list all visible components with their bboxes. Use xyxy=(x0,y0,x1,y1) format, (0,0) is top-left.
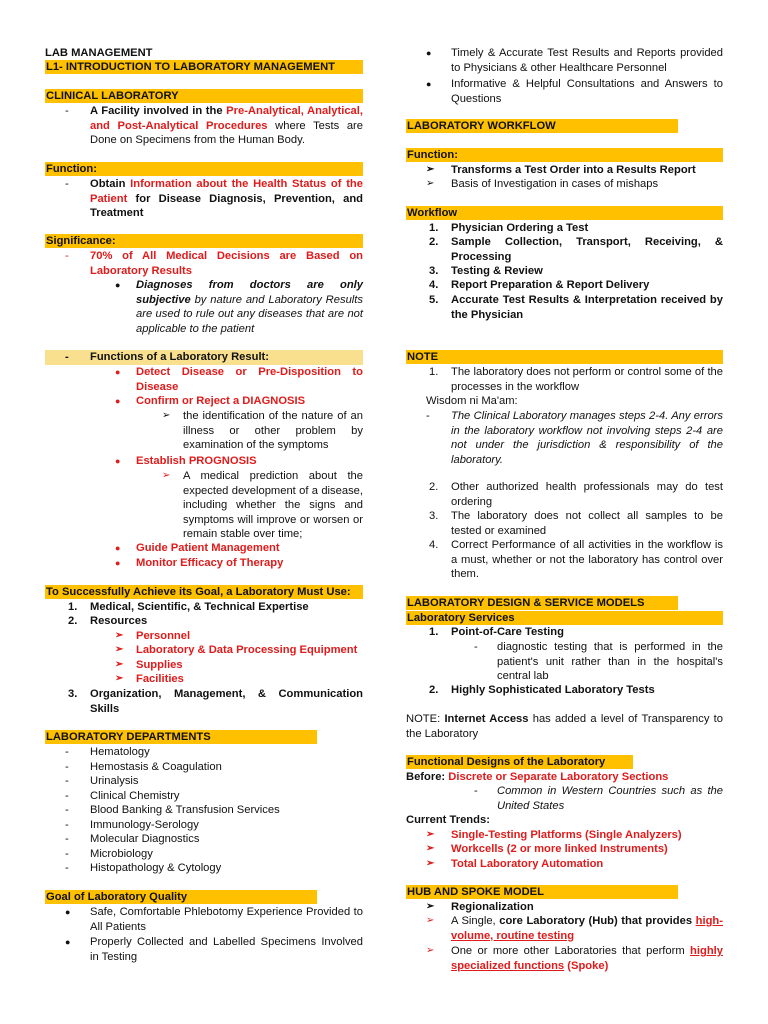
wf-5: 5. Accurate Test Results & Interpretation received by the Physician xyxy=(429,294,723,321)
significance-heading: Significance: xyxy=(45,234,363,248)
wf-fn-1: ➢ Transforms a Test Order into a Results Report xyxy=(426,164,696,176)
achieve-3: 3. Organization, Management, & Communication Skills xyxy=(68,688,363,715)
list-item: - Clinical Chemistry xyxy=(65,789,180,802)
wf-function-heading: Function: xyxy=(406,148,723,162)
list-item: - Hemostasis & Coagulation xyxy=(65,760,222,773)
res-equipment: ➢ Laboratory & Data Processing Equipment xyxy=(115,644,358,656)
res-supplies: ➢ Supplies xyxy=(115,659,183,671)
fr-prognosis-sub: ➢ A medical prediction about the expected development of a disease, including whether the signs and symptoms will improve or worsen or remain stable over time; xyxy=(162,470,363,540)
list-item: - Microbiology xyxy=(65,847,153,860)
list-item: - Urinalysis xyxy=(65,775,139,787)
function-heading: Function: xyxy=(45,162,363,176)
design-heading: LABORATORY DESIGN & SERVICE MODELS xyxy=(406,596,678,610)
fr-guide: ● Guide Patient Management xyxy=(115,542,280,554)
l1-heading: L1- INTRODUCTION TO LABORATORY MANAGEMENT xyxy=(45,60,363,74)
clinical-lab-def: - A Facility involved in the Pre-Analytical, Analytical, and Post-Analytical Procedures where Tests are Done on Specimens from the Human Body. xyxy=(65,105,363,146)
list-item: - Immunology-Serology xyxy=(65,818,199,831)
goal-1: ● Safe, Comfortable Phlebotomy Experience Provided to All Patients xyxy=(65,906,363,933)
wf-1: 1. Physician Ordering a Test xyxy=(429,222,589,234)
services-heading: Laboratory Services xyxy=(406,611,723,625)
list-item: - Histopathology & Cytology xyxy=(65,862,222,874)
achieve-1: 1. Medical, Scientific, & Technical Expertise xyxy=(68,601,309,613)
goal-4: ● Informative & Helpful Consultations and Answers to Questions xyxy=(426,78,723,105)
hub-3: ➢ One or more other Laboratories that perform highly specialized functions (Spoke) xyxy=(426,945,723,972)
fr-detect: ● Detect Disease or Pre-Disposition to Disease xyxy=(115,366,363,393)
wf-2: 2. Sample Collection, Transport, Receiving, & Processing xyxy=(429,236,723,263)
function-text: - Obtain Information about the Health Status of the Patient for Disease Diagnosis, Prevention, and Treatment xyxy=(65,178,363,219)
fr-monitor: ● Monitor Efficacy of Therapy xyxy=(115,557,284,569)
note-heading: NOTE xyxy=(406,350,723,364)
wisdom-label: Wisdom ni Ma'am: xyxy=(426,395,518,407)
fr-confirm: ● Confirm or Reject a DIAGNOSIS xyxy=(115,395,306,407)
fr-confirm-sub: ➢ the identification of the nature of an illness or other problem by examination of the symptoms xyxy=(162,410,363,451)
note-2: 2. Other authorized health professionals may do test ordering xyxy=(429,481,723,508)
hslt: 2. Highly Sophisticated Laboratory Tests xyxy=(429,684,655,696)
clinical-lab-heading: CLINICAL LABORATORY xyxy=(45,89,363,103)
significance-main: - 70% of All Medical Decisions are Based on Laboratory Results xyxy=(65,250,363,277)
list-item: - Molecular Diagnostics xyxy=(65,833,200,845)
trend-2: ➢ Workcells (2 or more linked Instruments) xyxy=(426,843,668,855)
list-item: - Hematology xyxy=(65,746,150,758)
before-sub: - Common in Western Countries such as the United States xyxy=(474,785,723,812)
before-line: Before: Discrete or Separate Laboratory Sections xyxy=(406,771,669,783)
workflow-heading: LABORATORY WORKFLOW xyxy=(406,119,678,133)
current-label: Current Trends: xyxy=(406,814,490,826)
departments-heading: LABORATORY DEPARTMENTS xyxy=(45,730,317,744)
wf-fn-2: ➢ Basis of Investigation in cases of mishaps xyxy=(426,178,659,190)
note-4: 4. Correct Performance of all activities in the workflow is a must, whether or not the laboratory has control over them. xyxy=(429,539,723,580)
wisdom-text: - The Clinical Laboratory manages steps 2-4. Any errors in the laboratory workflow not involving steps 2-4 are not under the jurisdiction & responsibility of the laboratory. xyxy=(426,410,723,466)
trend-1: ➢ Single-Testing Platforms (Single Analyzers) xyxy=(426,829,682,841)
internet-note: NOTE: Internet Access has added a level of Transparency to the Laboratory xyxy=(406,713,724,740)
res-personnel: ➢ Personnel xyxy=(115,630,191,642)
wf-3: 3. Testing & Review xyxy=(429,265,543,277)
functions-result-heading: - Functions of a Laboratory Result: xyxy=(45,350,363,365)
goal-2: ● Properly Collected and Labelled Specimens Involved in Testing xyxy=(65,936,363,963)
res-facilities: ➢ Facilities xyxy=(115,673,184,685)
functional-heading: Functional Designs of the Laboratory xyxy=(406,755,633,769)
list-item: - Blood Banking & Transfusion Services xyxy=(65,804,280,816)
goal-3: ● Timely & Accurate Test Results and Reports provided to Physicians & other Healthcare Personnel xyxy=(426,47,723,74)
note-3: 3. The laboratory does not collect all samples to be tested or examined xyxy=(429,510,723,537)
hub-1: ➢ Regionalization xyxy=(426,901,534,913)
fr-prognosis: ● Establish PROGNOSIS xyxy=(115,455,257,467)
workflow-sub-heading: Workflow xyxy=(406,206,723,220)
achieve-heading: To Successfully Achieve its Goal, a Laboratory Must Use: xyxy=(45,585,363,599)
note-1: 1. The laboratory does not perform or control some of the processes in the workflow xyxy=(429,366,723,393)
poc-desc: - diagnostic testing that is performed in the patient's unit rather than in the hospital's central lab xyxy=(474,641,723,682)
goal-heading: Goal of Laboratory Quality xyxy=(45,890,317,904)
departments-list xyxy=(45,745,363,876)
doc-title: LAB MANAGEMENT xyxy=(45,47,153,59)
wf-4: 4. Report Preparation & Report Delivery xyxy=(429,279,650,291)
hub-2: ➢ A Single, core Laboratory (Hub) that provides high-volume, routine testing xyxy=(426,915,723,942)
trend-3: ➢ Total Laboratory Automation xyxy=(426,858,604,870)
achieve-2: 2. Resources xyxy=(68,615,148,627)
hub-heading: HUB AND SPOKE MODEL xyxy=(406,885,678,899)
poc: 1. Point-of-Care Testing xyxy=(429,626,564,638)
significance-sub: ● Diagnoses from doctors are only subjective by nature and Laboratory Results are used to rule out any diseases that are not applicable to the patient xyxy=(115,279,363,335)
